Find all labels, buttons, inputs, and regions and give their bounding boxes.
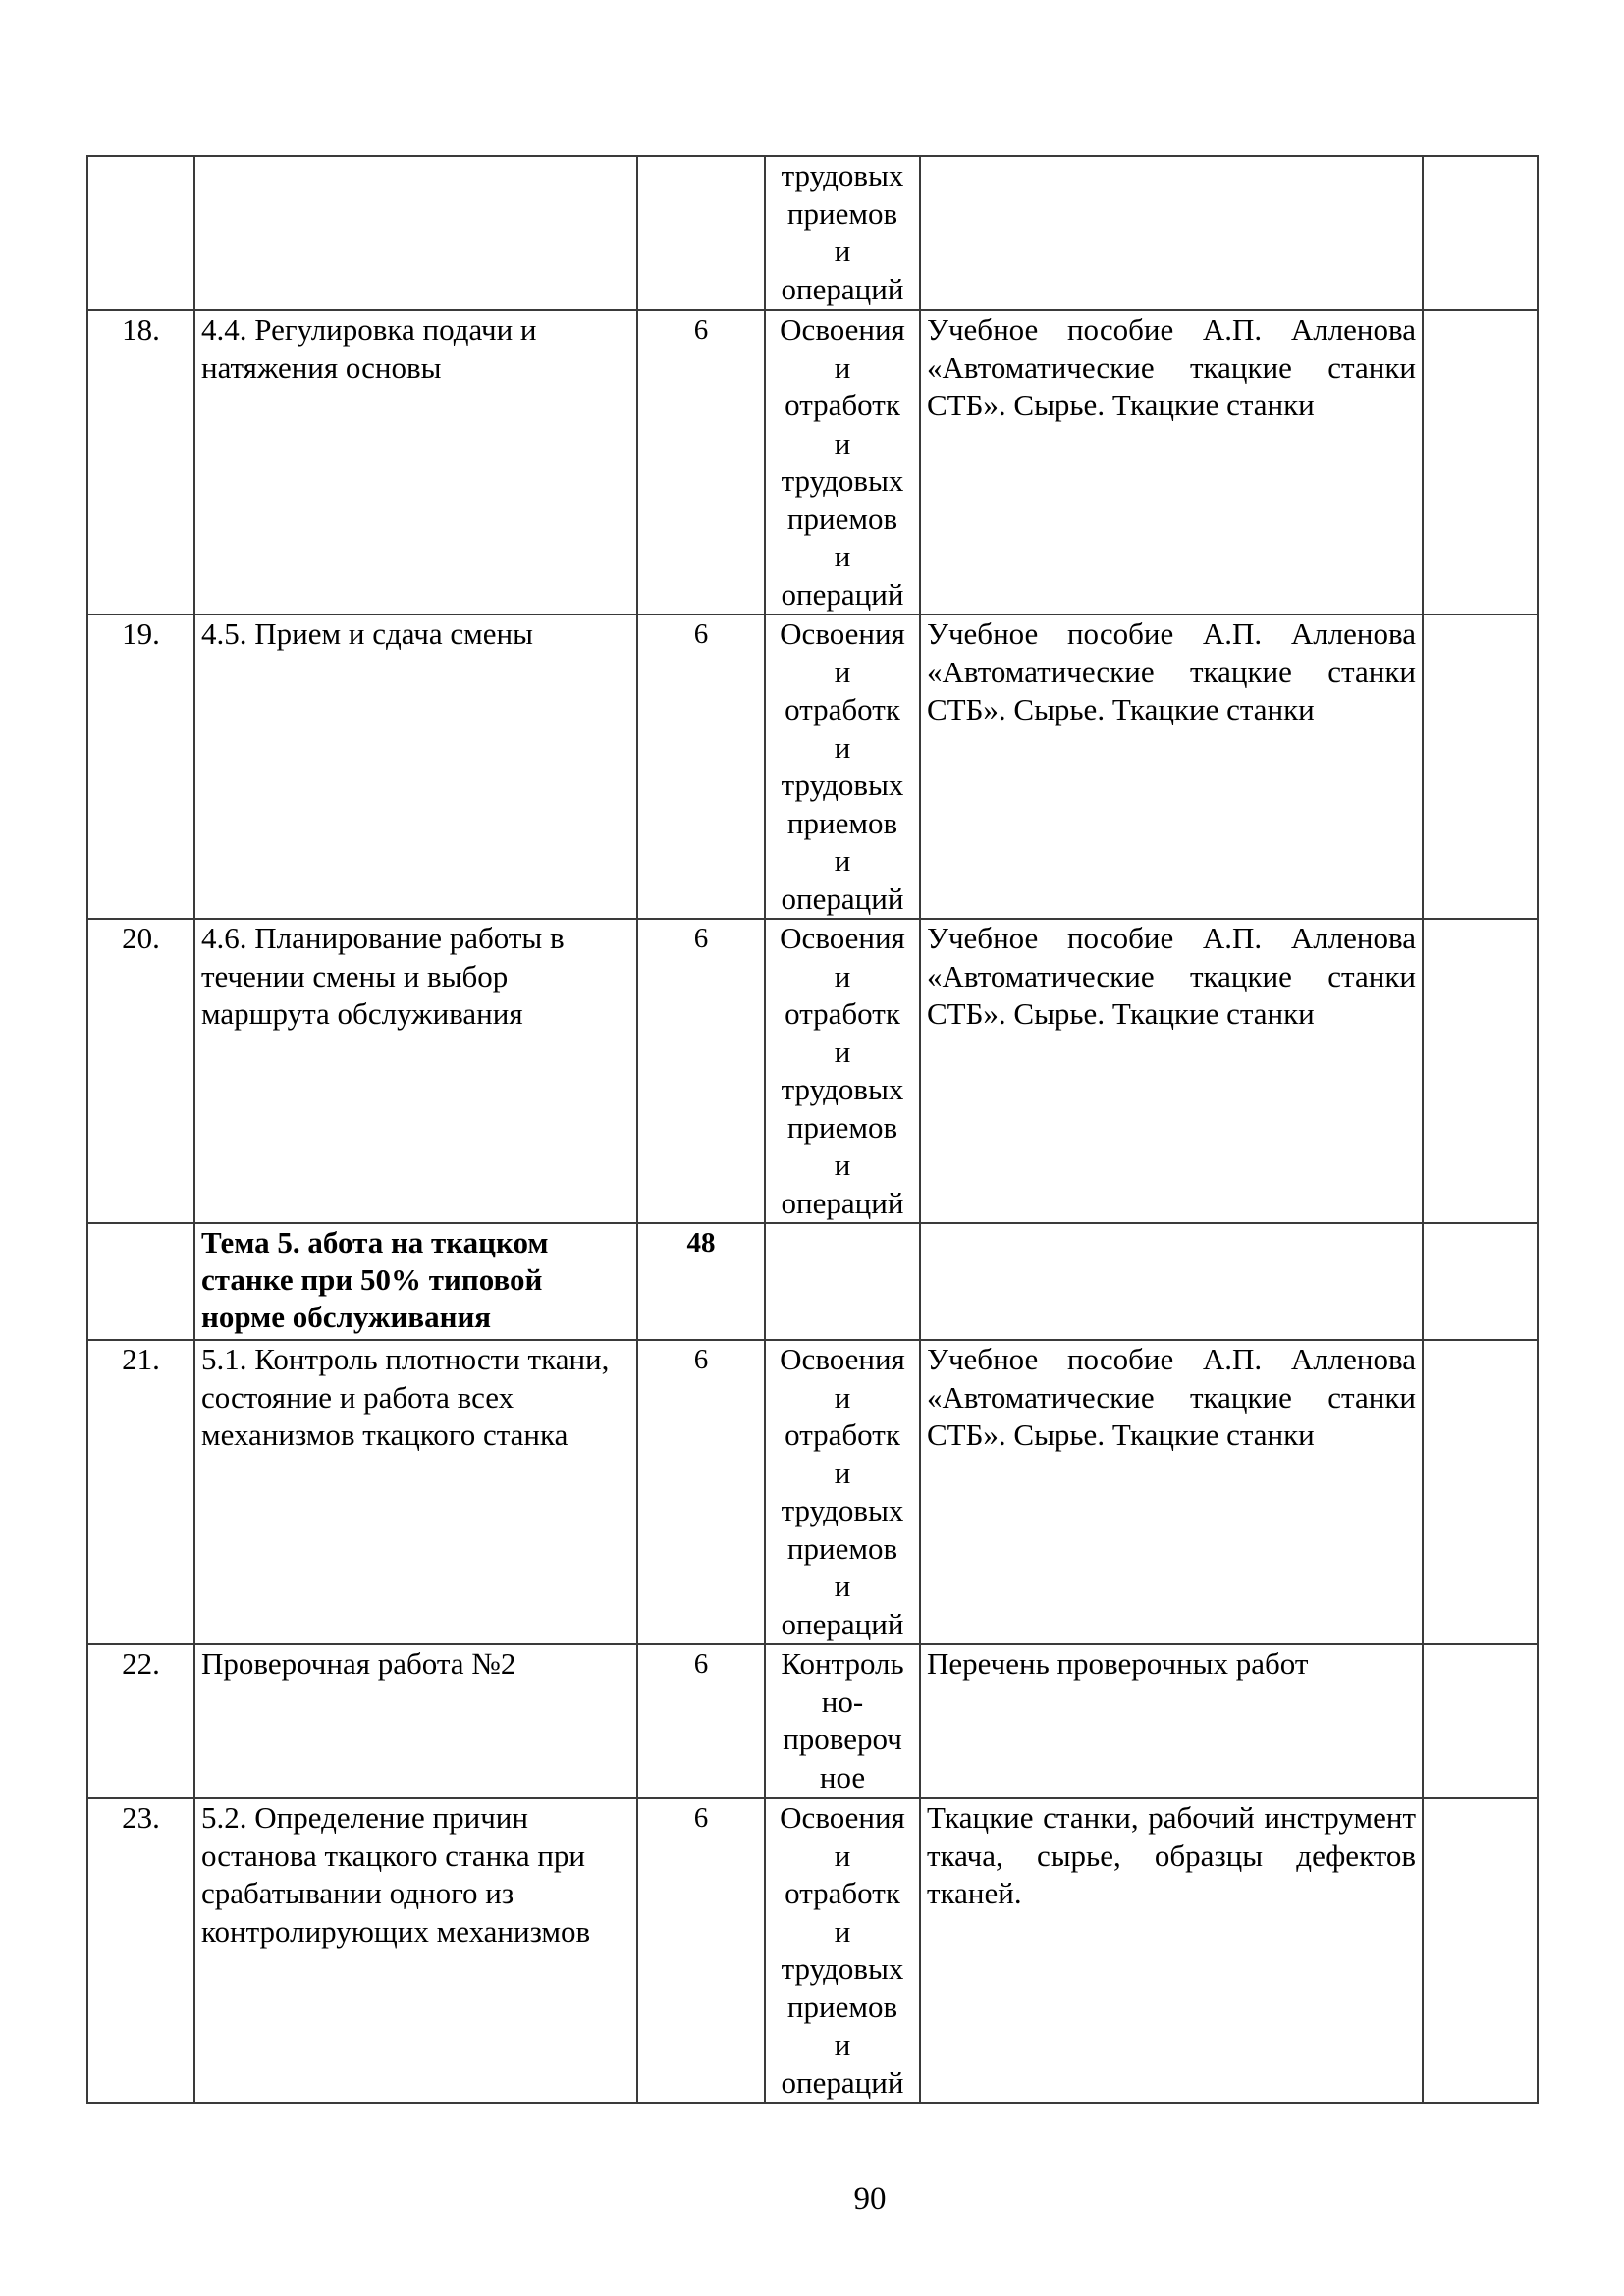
lesson-type-line: приемов bbox=[786, 501, 898, 536]
lesson-type-line: и bbox=[834, 1838, 851, 1873]
lesson-type-line: трудовых bbox=[781, 1951, 904, 1986]
lesson-type-line: Освоения bbox=[780, 921, 905, 955]
table-row bbox=[87, 310, 1538, 614]
table-row bbox=[87, 156, 1538, 310]
row-number: 19. bbox=[87, 614, 194, 919]
note-cell bbox=[1423, 1223, 1538, 1340]
resources-cell: Учебное пособие А.П. Алленова «Автоматические ткацкие станки СТБ». Сырье. Ткацкие станки bbox=[920, 310, 1423, 614]
resources-cell: Ткацкие станки, рабочий инструмент ткача, сырье, образцы дефектов тканей. bbox=[920, 1798, 1423, 2103]
lesson-type-line: и bbox=[834, 1034, 851, 1069]
topic-cell: 4.5. Прием и сдача смены bbox=[194, 614, 637, 919]
resources-cell: Учебное пособие А.П. Алленова «Автоматические ткацкие станки СТБ». Сырье. Ткацкие станки bbox=[920, 919, 1423, 1223]
lesson-type-line: операций bbox=[781, 2064, 904, 2100]
lesson-type-line: но- bbox=[821, 1683, 864, 1719]
topic-cell: 4.4. Регулировка подачи и натяжения основы bbox=[194, 310, 637, 614]
note-cell bbox=[1423, 156, 1538, 310]
theme-title: Тема 5. абота на ткацком станке при 50% типовой норме обслуживания bbox=[194, 1223, 637, 1340]
row-number: 23. bbox=[87, 1798, 194, 2103]
lesson-plan-table bbox=[86, 155, 1539, 2104]
lesson-type-line: и bbox=[834, 843, 851, 878]
row-number bbox=[87, 1223, 194, 1340]
note-cell bbox=[1423, 614, 1538, 919]
lesson-type-line: трудовых bbox=[781, 1072, 904, 1106]
lesson-type-line: и bbox=[834, 1569, 851, 1603]
lesson-type-line: приемов bbox=[786, 1109, 898, 1145]
lesson-type-line: операций bbox=[781, 1606, 904, 1641]
lesson-type-cell bbox=[765, 1340, 920, 1644]
lesson-type-line: операций bbox=[781, 271, 904, 306]
lesson-type-line: и bbox=[834, 958, 851, 993]
lesson-type-line: отработк bbox=[785, 1417, 900, 1452]
lesson-type-line: отработк bbox=[785, 388, 900, 422]
hours-cell: 6 bbox=[637, 310, 765, 614]
lesson-type-line: отработк bbox=[785, 1876, 900, 1910]
topic-cell: Проверочная работа №2 bbox=[194, 1644, 637, 1798]
lesson-type-line: и bbox=[834, 1913, 851, 1949]
row-number bbox=[87, 156, 194, 310]
row-number: 22. bbox=[87, 1644, 194, 1798]
lesson-type-line: Освоения bbox=[780, 312, 905, 347]
hours-cell bbox=[637, 156, 765, 310]
lesson-type-cell bbox=[765, 919, 920, 1223]
topic-cell: 5.2. Определение причин останова ткацкого станка при срабатывании одного из контролирующих механизмов bbox=[194, 1798, 637, 2103]
table-row bbox=[87, 919, 1538, 1223]
hours-cell: 6 bbox=[637, 919, 765, 1223]
lesson-type-line: трудовых bbox=[781, 463, 904, 498]
lesson-type-line: и bbox=[834, 654, 851, 689]
lesson-type-cell bbox=[765, 156, 920, 310]
hours-cell: 6 bbox=[637, 1798, 765, 2103]
table-row bbox=[87, 1798, 1538, 2103]
lesson-type-line: Освоения bbox=[780, 616, 905, 651]
lesson-type-line: приемов bbox=[786, 805, 898, 840]
page-number: 90 bbox=[853, 2181, 887, 2216]
lesson-type-line: операций bbox=[781, 1185, 904, 1220]
topic-cell: 5.1. Контроль плотности ткани, состояние и работа всех механизмов ткацкого станка bbox=[194, 1340, 637, 1644]
row-number: 21. bbox=[87, 1340, 194, 1644]
lesson-type-line: и bbox=[834, 1379, 851, 1415]
lesson-type-line: трудовых bbox=[781, 158, 904, 192]
lesson-type-line: приемов bbox=[786, 1989, 898, 2024]
hours-cell: 6 bbox=[637, 1644, 765, 1798]
theme-hours: 48 bbox=[637, 1223, 765, 1340]
note-cell bbox=[1423, 310, 1538, 614]
lesson-type-line: Освоения bbox=[780, 1342, 905, 1376]
lesson-type-line: и bbox=[834, 425, 851, 460]
lesson-type-line: и bbox=[834, 349, 851, 385]
resources-cell: Учебное пособие А.П. Алленова «Автоматические ткацкие станки СТБ». Сырье. Ткацкие станки bbox=[920, 1340, 1423, 1644]
lesson-type-line: и bbox=[834, 1455, 851, 1490]
topic-cell bbox=[194, 156, 637, 310]
lesson-type-line: операций bbox=[781, 881, 904, 916]
lesson-type-line: трудовых bbox=[781, 1493, 904, 1527]
lesson-type-cell bbox=[765, 1644, 920, 1798]
hours-cell: 6 bbox=[637, 1340, 765, 1644]
lesson-type-line: и bbox=[834, 729, 851, 765]
lesson-type-line: провероч bbox=[783, 1722, 902, 1756]
lesson-type-cell bbox=[765, 614, 920, 919]
resources-cell: Перечень проверочных работ bbox=[920, 1644, 1423, 1798]
resources-cell bbox=[920, 1223, 1423, 1340]
lesson-type-line: и bbox=[834, 234, 851, 268]
row-number: 18. bbox=[87, 310, 194, 614]
lesson-type-line: и bbox=[834, 539, 851, 573]
note-cell bbox=[1423, 1798, 1538, 2103]
table-row bbox=[87, 1644, 1538, 1798]
table-row bbox=[87, 1340, 1538, 1644]
lesson-type-line: отработк bbox=[785, 996, 900, 1031]
hours-cell: 6 bbox=[637, 614, 765, 919]
lesson-type-line: Освоения bbox=[780, 1800, 905, 1835]
lesson-type-cell bbox=[765, 1798, 920, 2103]
lesson-type-line: отработк bbox=[785, 692, 900, 726]
table-row bbox=[87, 614, 1538, 919]
resources-cell bbox=[920, 156, 1423, 310]
topic-cell: 4.6. Планирование работы в течении смены и выбор маршрута обслуживания bbox=[194, 919, 637, 1223]
lesson-type-line: и bbox=[834, 1148, 851, 1182]
lesson-type-cell bbox=[765, 310, 920, 614]
theme-row bbox=[87, 1223, 1538, 1340]
row-number: 20. bbox=[87, 919, 194, 1223]
lesson-type-line: ное bbox=[819, 1759, 866, 1794]
lesson-type-line: и bbox=[834, 2027, 851, 2061]
lesson-type-line: операций bbox=[781, 576, 904, 612]
note-cell bbox=[1423, 1644, 1538, 1798]
lesson-type-cell bbox=[765, 1223, 920, 1340]
note-cell bbox=[1423, 919, 1538, 1223]
note-cell bbox=[1423, 1340, 1538, 1644]
lesson-type-line: приемов bbox=[786, 195, 898, 231]
lesson-type-line: приемов bbox=[786, 1530, 898, 1566]
lesson-type-line: трудовых bbox=[781, 768, 904, 802]
resources-cell: Учебное пособие А.П. Алленова «Автоматические ткацкие станки СТБ». Сырье. Ткацкие станки bbox=[920, 614, 1423, 919]
lesson-type-line: Контроль bbox=[781, 1646, 904, 1681]
